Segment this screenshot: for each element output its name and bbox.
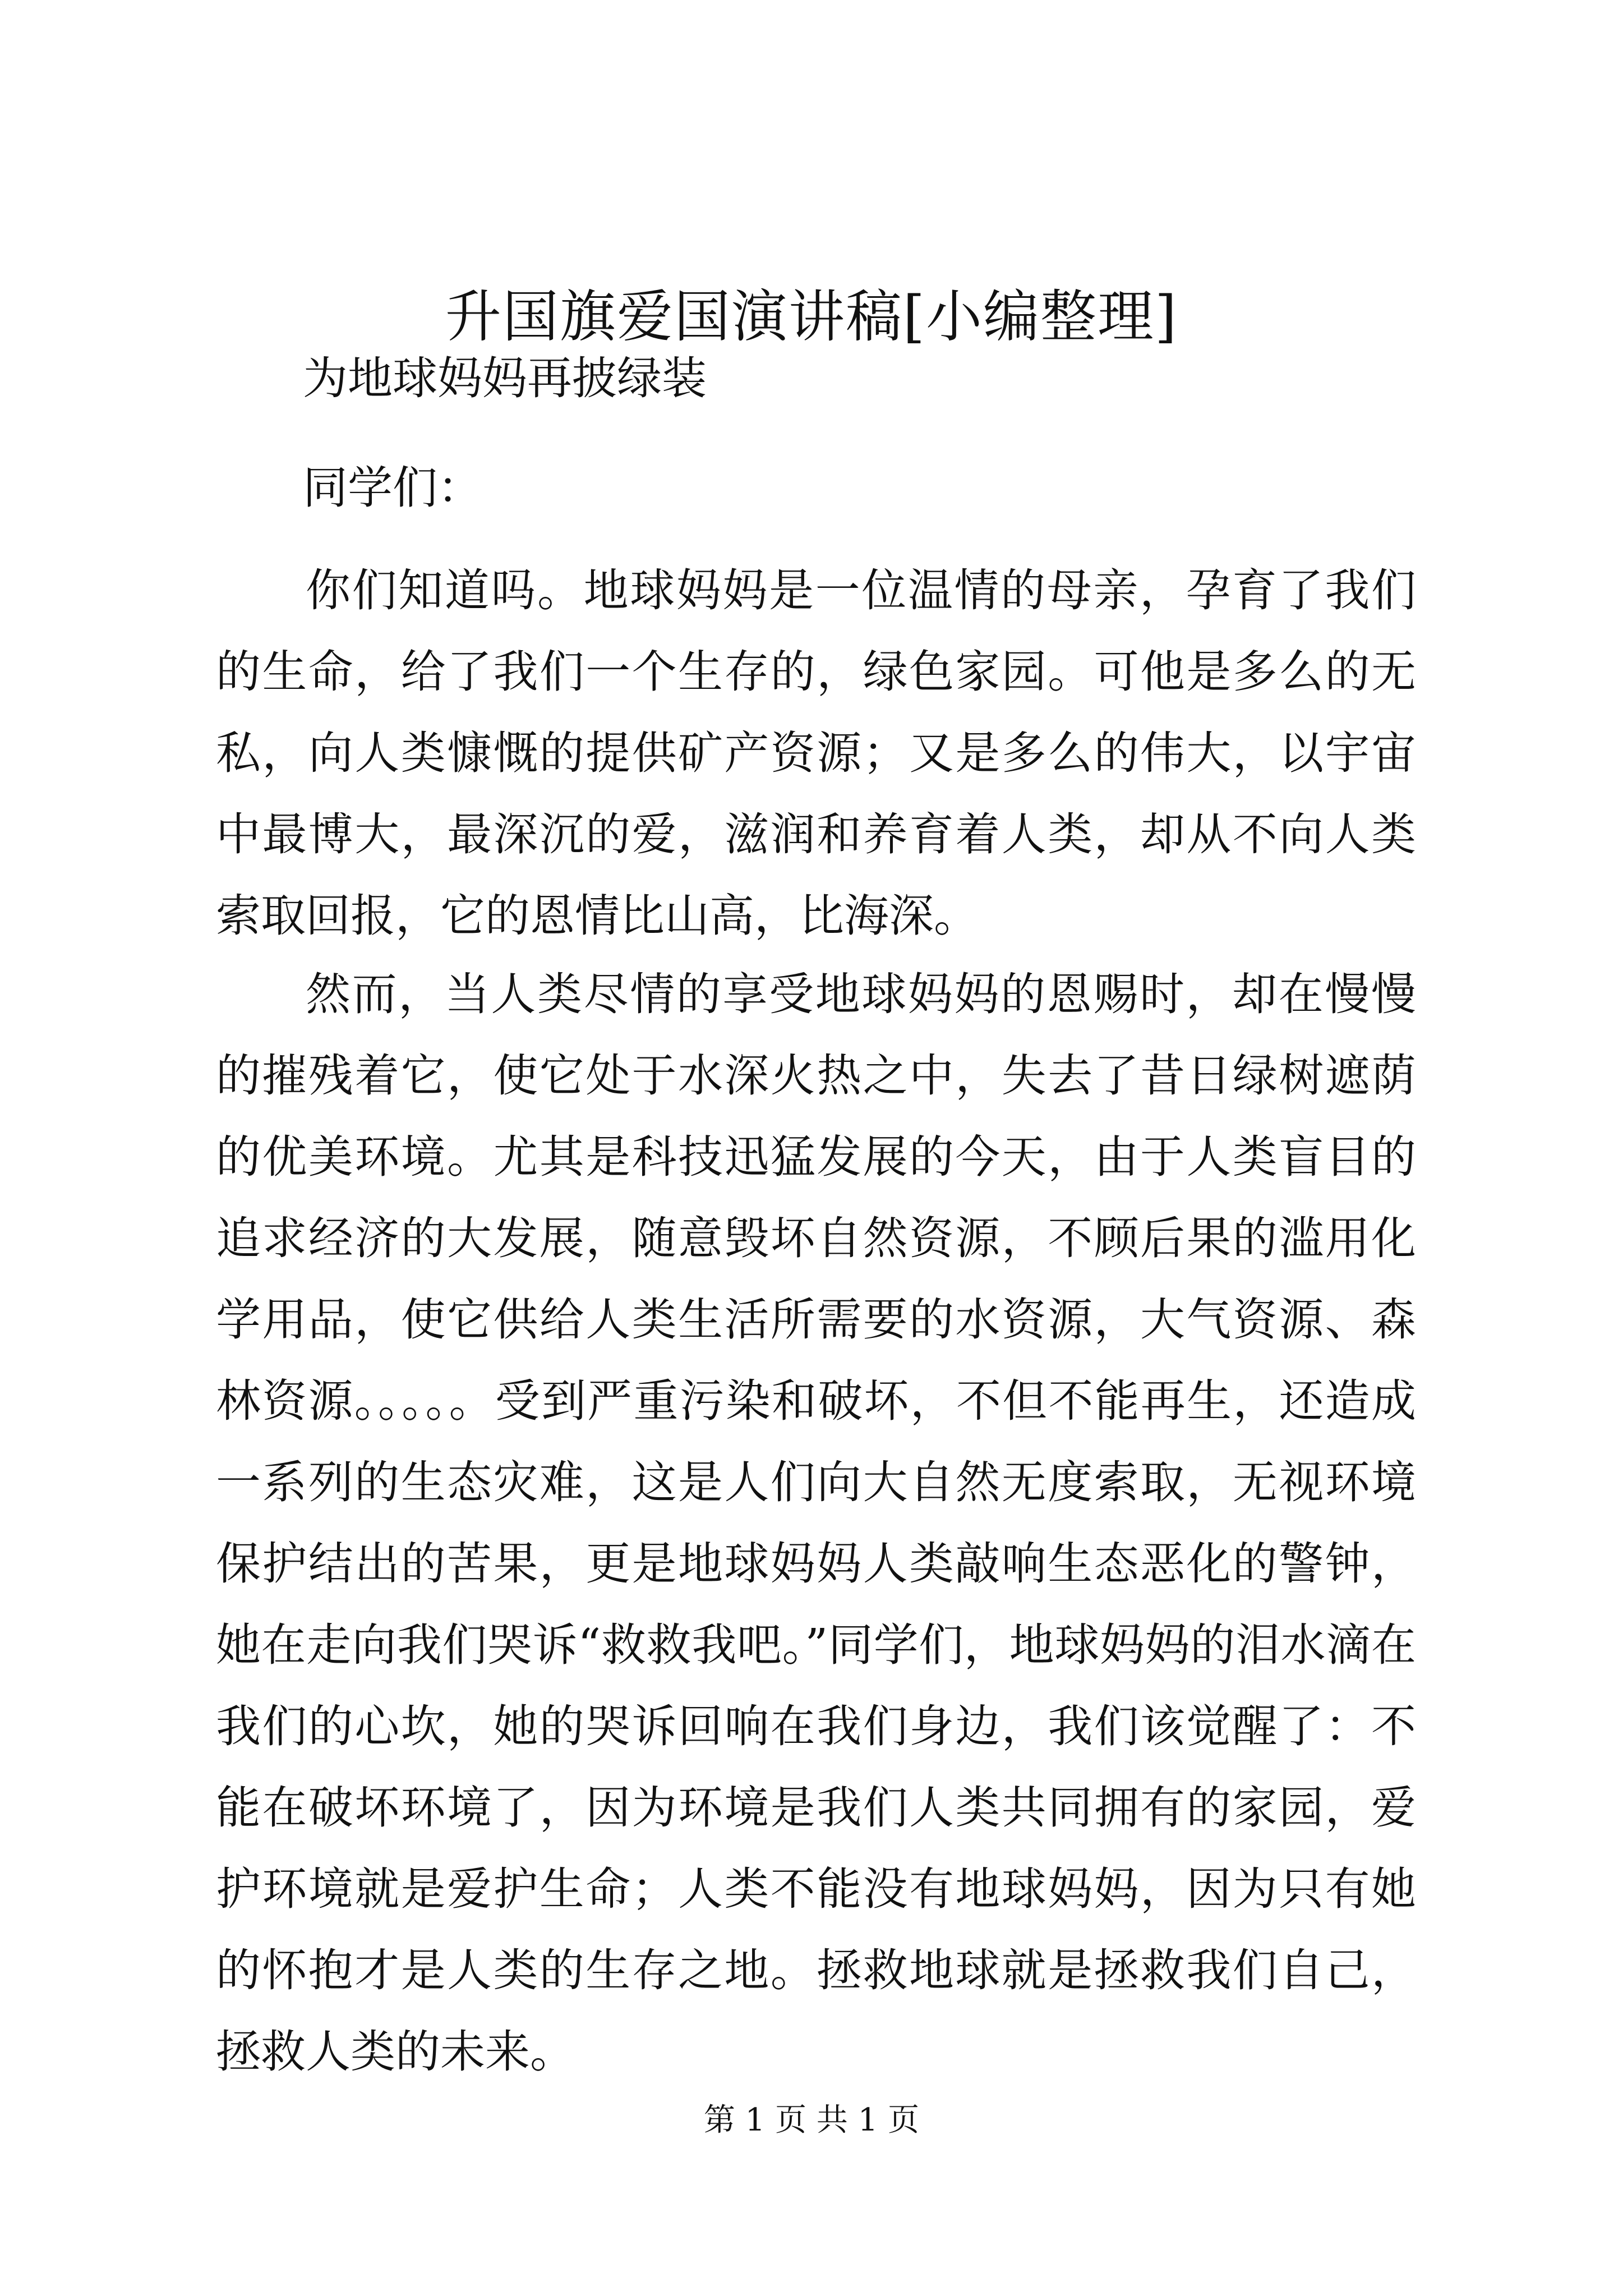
- body-paragraph-1: 你们知道吗。地球妈妈是一位温情的母亲，孕育了我们的生命，给了我们一个生存的，绿色家园。可他是多么的无私，向人类慷慨的提供矿产资源；又是多么的伟大，以宇宙中最博大，最深沉的爱，滋润和养育着人类，却从不向人类索取回报，它的恩情比山高，比海深。: [216, 564, 1416, 942]
- document-title: 升国旗爱国演讲稿[小编整理]: [445, 284, 1178, 349]
- body-paragraph-2: 然而，当人类尽情的享受地球妈妈的恩赐时，却在慢慢的摧残着它，使它处于水深火热之中，失去了昔日绿树遮荫的优美环境。尤其是科技迅猛发展的今天，由于人类盲目的追求经济的大发展，随意毁坏自然资源，不顾后果的滥用化学用品，使它供给人类生活所需要的水资源，大气资源、森林资源。。。。。受到严重污染和破坏，不但不能再生，还造成一系列的生态灾难，这是人们向大自然无度索取，无视环境保护结出的苦果，更是地球妈妈人类敲响生态恶化的警钟，她在走向我们哭诉“救救我吧。”同学们，地球妈妈的泪水滴在我们的心坎，她的哭诉回响在我们身边，我们该觉醒了：不能在破坏环境了，因为环境是我们人类共同拥有的家园，爱护环境就是爱护生命；人类不能没有地球妈妈，因为只有她的怀抱才是人类的生存之地。拯救地球就是拯救我们自己，拯救人类的未来。: [216, 968, 1416, 2078]
- speech-subtitle: 为地球妈妈再披绿装: [303, 352, 707, 404]
- greeting-line: 同学们：: [303, 462, 482, 514]
- page-footer: 第 1 页 共 1 页: [703, 2102, 920, 2138]
